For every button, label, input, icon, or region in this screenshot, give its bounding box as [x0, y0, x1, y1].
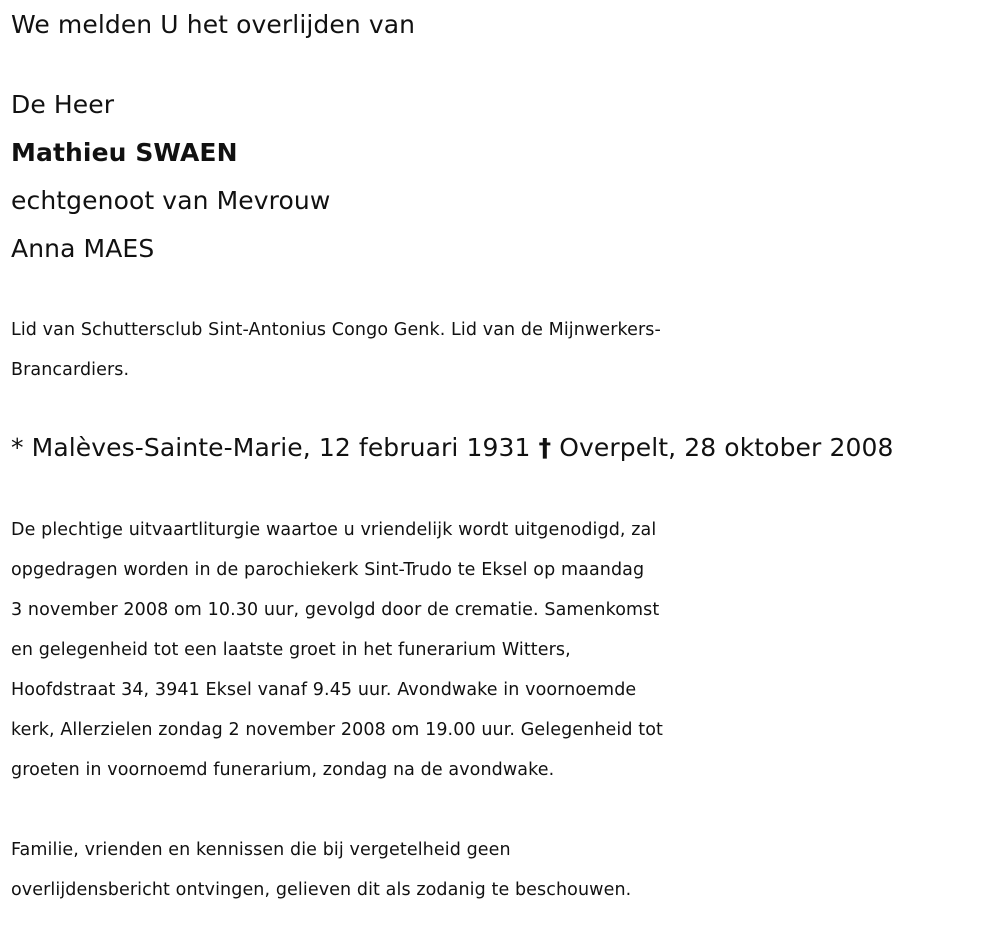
funeral-line: 3 november 2008 om 10.30 uur, gevolgd door de crematie. Samenkomst — [11, 600, 660, 620]
funeral-line: en gelegenheid tot een laatste groet in het funerarium Witters, — [11, 640, 571, 660]
closing-line: Familie, vrienden en kennissen die bij vergetelheid geen — [11, 840, 511, 860]
membership-line: Brancardiers. — [11, 360, 130, 380]
funeral-line: opgedragen worden in de parochiekerk Sint-Trudo te Eksel op maandag — [11, 560, 645, 580]
membership-paragraph — [11, 310, 996, 390]
closing-paragraph — [11, 830, 996, 910]
funeral-line: Hoofdstraat 34, 3941 Eksel vanaf 9.45 uur. Avondwake in voornoemde — [11, 680, 637, 700]
deceased-name: Mathieu SWAEN — [11, 138, 238, 167]
spouse-name: Anna MAES — [11, 234, 155, 263]
membership-line: Lid van Schuttersclub Sint-Antonius Congo Genk. Lid van de Mijnwerkers- — [11, 320, 661, 340]
death-cross-icon: † — [538, 433, 552, 462]
spouse-label: echtgenoot van Mevrouw — [11, 186, 331, 215]
closing-line: overlijdensbericht ontvingen, gelieven dit als zodanig te beschouwen. — [11, 880, 632, 900]
funeral-line: groeten in voornoemd funerarium, zondag na de avondwake. — [11, 760, 555, 780]
funeral-paragraph — [11, 510, 996, 790]
funeral-line: kerk, Allerzielen zondag 2 november 2008 om 19.00 uur. Gelegenheid tot — [11, 720, 663, 740]
honorific: De Heer — [11, 90, 115, 119]
intro-text: We melden U het overlijden van — [11, 10, 416, 39]
life-dates — [11, 433, 893, 463]
birth-info: * Malèves-Sainte-Marie, 12 februari 1931 — [11, 433, 531, 462]
funeral-line: De plechtige uitvaartliturgie waartoe u vriendelijk wordt uitgenodigd, zal — [11, 520, 657, 540]
death-info: Overpelt, 28 oktober 2008 — [559, 433, 894, 462]
